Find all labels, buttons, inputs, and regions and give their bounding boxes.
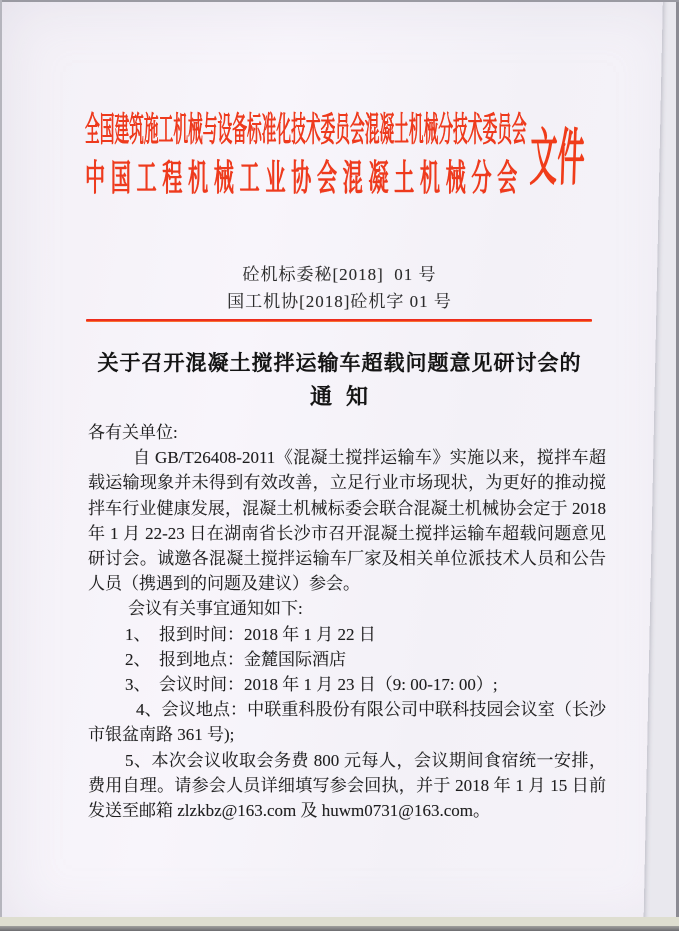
org-name-line2: 中国工程机械工业协会混凝土机械分会 [85,158,523,198]
list-item: 5、本次会议收取会务费 800 元每人，会议期间食宿统一安排，费用自理。请参会人员详细填写参会回执，并于 2018 年 1 月 15 日前发送至邮箱 zlzkbz@163.com 及 huwm0731@163.com。 [88,750,606,821]
list-item: 2、 报到地点：金麓国际酒店 [125,649,346,669]
scan-edge-bottom-border [0,926,679,931]
list-item: 3、 会议时间：2018 年 1 月 23 日（9: 00-17: 00）; [125,675,498,695]
scan-edge-top-border [0,0,679,2]
org-name-line1: 全国建筑施工机械与设备标准化技术委员会混凝土机械分技术委员会 [85,112,527,149]
scan-edge-left-border [0,0,2,931]
meeting-leadin-line: 会议有关事宜通知如下: [128,599,303,619]
notice-title-line1: 关于召开混凝土搅拌运输车超载问题意见研讨会的 [97,351,582,375]
list-item: 4、会议地点：中联重科股份有限公司中联科技园会议室（长沙市银盆南路 361 号); [88,700,606,745]
notice-body [88,420,606,823]
scan-edge-right-margin [643,0,679,931]
intro-paragraph: 自 GB/T26408-2011《混凝土搅拌运输车》实施以来，搅拌车超载运输现象并未得到有效改善，立足行业市场现状，为更好的推动搅拌车行业健康发展，混凝土机械标委会联合混凝土机械协会定于 2018 年 1 月 22-23 日在湖南省长沙市召开混凝土搅拌运输车超载问题意见研讨会。诚邀各混凝土搅拌运输车厂家及相关单位派技术人员和公告人员（携遇到的问题及建议）参会。 [88,448,606,594]
doc-number-line1: 砼机标委秘[2018] 01 号 [242,265,437,284]
doc-type-label: 文件 [529,125,586,193]
notice-title-line2: 通 知 [309,384,369,409]
scan-edge-bottom-strip [0,917,679,926]
salutation-line: 各有关单位: [88,423,178,442]
doc-number-line2: 国工机协[2018]砼机字 01 号 [227,292,452,311]
red-separator-line [86,319,592,322]
list-item: 1、 报到时间：2018 年 1 月 22 日 [125,624,376,644]
